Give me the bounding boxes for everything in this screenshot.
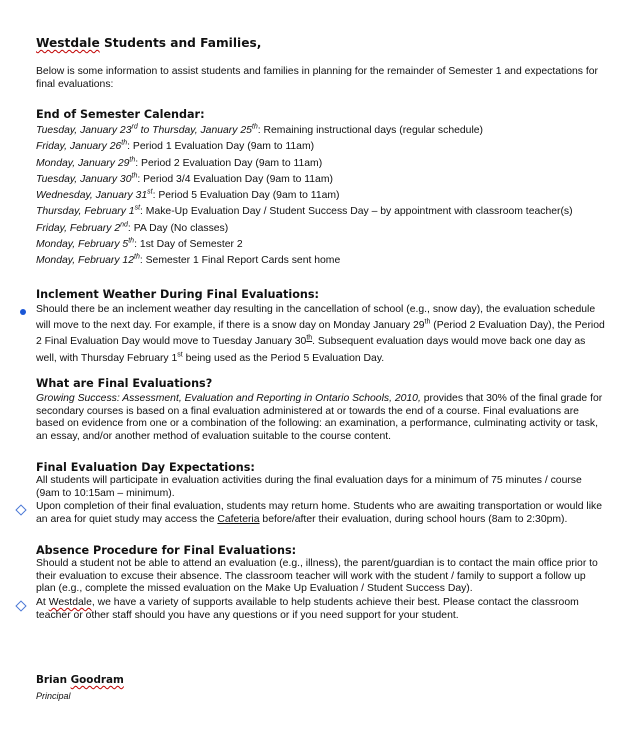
- date-suffix: st: [147, 188, 153, 196]
- calendar-event: : PA Day (No classes): [127, 222, 229, 234]
- calendar-row: [36, 237, 606, 253]
- inclement-text: (Period 2 Evaluation Day), the Period 2 Final Evaluation Day would move to Tuesday January 30: [36, 320, 605, 348]
- calendar-row: [36, 139, 606, 155]
- intro-paragraph: Below is some information to assist students and families in planning for the remainder of Semester 1 and expectations for final evaluations:: [36, 66, 598, 90]
- calendar-event: : Period 2 Evaluation Day (9am to 11am): [135, 157, 323, 169]
- school-name: Westdale: [48, 597, 92, 608]
- expectations-text: before/after their evaluation, during school hours (8am to 2:30pm).: [259, 513, 568, 525]
- absence-paragraph: Should a student not be able to attend an evaluation (e.g., illness), the parent/guardian is to contact the main office prior to their evaluation to excuse their absence. The classroom teacher will work with the student / family to support a follow up plan (e.g., complete the missed evaluation on the Make Up Evaluation / Student Success Day).: [36, 558, 598, 595]
- greeting-text: Students and Families,: [99, 36, 262, 50]
- calendar-row: [36, 172, 606, 188]
- signature-first: Brian: [36, 674, 71, 686]
- calendar-row: [36, 221, 606, 237]
- inclement-text: Should there be an inclement weather day resulting in the cancellation of school (e.g., snow day), the evaluation schedule will move to the next day. For example, if there is a snow day on Monday January 29: [36, 304, 596, 332]
- calendar-row: [36, 123, 606, 139]
- calendar-date: Tuesday, January 30: [36, 173, 132, 185]
- what-heading: What are Final Evaluations?: [36, 377, 213, 390]
- calendar-date: Friday, February 2: [36, 222, 121, 234]
- greeting: [36, 36, 606, 51]
- calendar-event: : Semester 1 Final Report Cards sent home: [139, 255, 341, 267]
- what-text: provides that 30% of the final grade for secondary courses is based on a final evaluation administered at or towards the end of a course. Final evaluations are based on evidence from one or a combination of the following: an examination, a performance, culminating activity or task, an essay, and/or another method of evaluation suitable to the course content.: [36, 393, 603, 442]
- superscript: th: [306, 334, 313, 342]
- date-suffix: th: [251, 123, 258, 131]
- comment-marker-icon[interactable]: [20, 309, 26, 315]
- signature-role: Principal: [36, 691, 71, 701]
- comment-anchor-icon[interactable]: [15, 600, 26, 611]
- inclement-text: . Subsequent evaluation days would move back one day as well, with Thursday February 1: [36, 336, 586, 364]
- expectations-paragraph: All students will participate in evaluation activities during the final evaluation days for a minimum of 75 minutes / course (9am to 10:15am – minimum).: [36, 475, 582, 499]
- inclement-text: being used as the Period 5 Evaluation Day.: [182, 352, 385, 364]
- calendar-date: Friday, January 26: [36, 141, 122, 153]
- calendar-event: : Period 3/4 Evaluation Day (9am to 11am): [137, 173, 333, 185]
- date-suffix: th: [121, 139, 128, 147]
- comment-anchor-icon[interactable]: [15, 504, 26, 515]
- calendar-row: [36, 156, 606, 172]
- calendar-date: to Thursday, January 25: [137, 125, 252, 136]
- expectations-heading: Final Evaluation Day Expectations:: [36, 461, 255, 474]
- signature-name: [36, 674, 606, 687]
- calendar-date: Monday, February 5: [36, 239, 129, 251]
- policy-title: Growing Success: Assessment, Evaluation and Reporting in Ontario Schools, 2010,: [36, 393, 421, 404]
- calendar-date: Monday, January 29: [36, 157, 130, 169]
- absence-paragraph-2: [36, 597, 606, 622]
- date-suffix: th: [129, 156, 136, 164]
- absence-heading: Absence Procedure for Final Evaluations:: [36, 544, 297, 557]
- calendar-event: : 1st Day of Semester 2: [134, 239, 243, 251]
- signature-last: Goodram: [70, 674, 124, 686]
- inclement-paragraph: [36, 302, 606, 367]
- what-paragraph: [36, 393, 606, 443]
- calendar-event: : Make-Up Evaluation Day / Student Success Day – by appointment with classroom teacher(s): [140, 206, 573, 218]
- calendar-row: [36, 188, 606, 204]
- calendar-date: Thursday, February 1: [36, 206, 135, 218]
- date-suffix: st: [134, 205, 141, 213]
- calendar-date: Monday, February 12: [36, 255, 134, 267]
- absence-text: , we have a variety of supports available to help students achieve their best. Please contact the classroom teacher or other staff should you have any questions or if you need support for your student.: [36, 597, 579, 621]
- calendar-event: : Remaining instructional days (regular schedule): [257, 125, 483, 136]
- calendar-date: Wednesday, January 31: [36, 190, 148, 202]
- superscript: th: [424, 318, 431, 326]
- calendar-date: Tuesday, January 23: [36, 125, 132, 136]
- calendar-event: : Period 5 Evaluation Day (9am to 11am): [152, 190, 340, 202]
- superscript: st: [177, 351, 183, 359]
- calendar-heading: End of Semester Calendar:: [36, 108, 205, 121]
- expectations-text: Upon completion of their final evaluation, students may return home. Students who are awaiting transportation or would like an area for quiet study may access the: [36, 501, 603, 525]
- date-suffix: th: [131, 172, 138, 180]
- date-suffix: rd: [131, 123, 138, 131]
- calendar-row: [36, 204, 606, 220]
- inclement-heading: Inclement Weather During Final Evaluations:: [36, 288, 320, 301]
- calendar-row: [36, 253, 606, 269]
- calendar-event: : Period 1 Evaluation Day (9am to 11am): [127, 141, 315, 153]
- cafeteria-link[interactable]: Cafeteria: [217, 513, 260, 525]
- school-name: Westdale: [36, 36, 100, 50]
- expectations-paragraph-2: [36, 501, 606, 526]
- absence-text: At: [36, 597, 49, 608]
- date-suffix: th: [134, 253, 140, 261]
- date-suffix: th: [128, 237, 135, 245]
- calendar-list: [36, 123, 606, 270]
- date-suffix: nd: [120, 221, 128, 229]
